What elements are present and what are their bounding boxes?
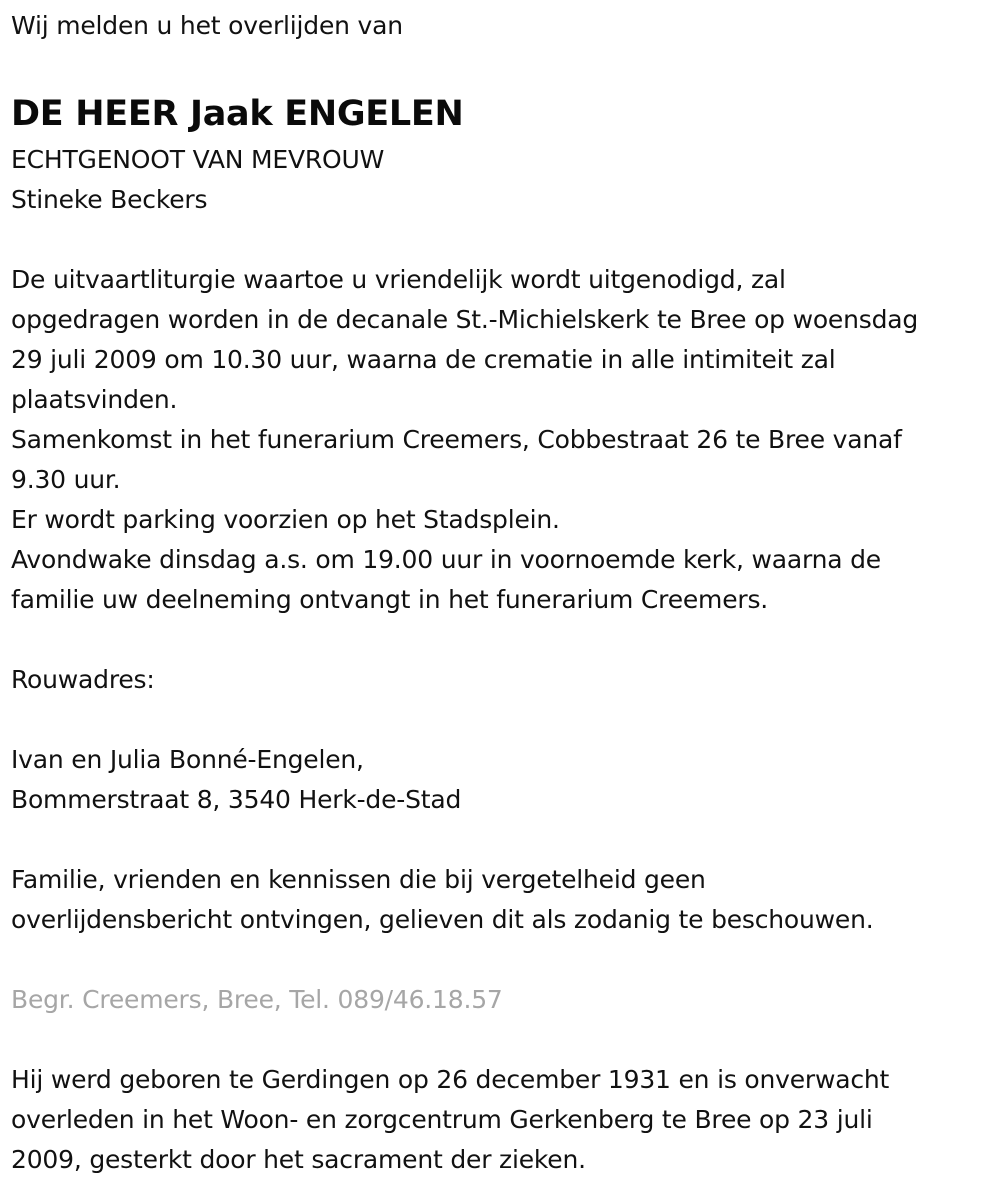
deceased-name: DE HEER Jaak ENGELEN [11, 94, 464, 134]
notice-line: overlijdensbericht ontvingen, gelieven dit als zodanig te beschouwen. [11, 905, 874, 934]
spacer [11, 1020, 1000, 1060]
undertaker-contact: Begr. Creemers, Bree, Tel. 089/46.18.57 [11, 985, 503, 1014]
mourning-address-label: Rouwadres: [11, 665, 155, 694]
funeral-line: Samenkomst in het funerarium Creemers, Cobbestraat 26 te Bree vanaf [11, 425, 902, 454]
spacer [11, 620, 1000, 660]
spacer [11, 940, 1000, 980]
biography-line: Hij werd geboren te Gerdingen op 26 december 1931 en is onverwacht [11, 1065, 890, 1094]
family-notice [11, 860, 1000, 940]
funeral-line: plaatsvinden. [11, 385, 178, 414]
notice-line: Familie, vrienden en kennissen die bij vergetelheid geen [11, 865, 706, 894]
spouse-name: Stineke Beckers [11, 185, 208, 214]
funeral-line: 9.30 uur. [11, 465, 121, 494]
funeral-line: Avondwake dinsdag a.s. om 19.00 uur in voornoemde kerk, waarna de [11, 545, 881, 574]
biography-line: 2009, gesterkt door het sacrament der zieken. [11, 1145, 586, 1174]
mourning-address [11, 740, 1000, 820]
address-line: Ivan en Julia Bonné-Engelen, [11, 745, 364, 774]
spacer [11, 46, 1000, 86]
spacer [11, 700, 1000, 740]
biography [11, 1060, 1000, 1180]
funeral-details [11, 260, 1000, 620]
funeral-line: familie uw deelneming ontvangt in het funerarium Creemers. [11, 585, 769, 614]
address-line: Bommerstraat 8, 3540 Herk-de-Stad [11, 785, 462, 814]
spacer [11, 820, 1000, 860]
intro-text: Wij melden u het overlijden van [11, 11, 403, 40]
funeral-line: De uitvaartliturgie waartoe u vriendelijk wordt uitgenodigd, zal [11, 265, 786, 294]
biography-line: overleden in het Woon- en zorgcentrum Gerkenberg te Bree op 23 juli [11, 1105, 873, 1134]
funeral-line: Er wordt parking voorzien op het Stadsplein. [11, 505, 560, 534]
spacer [11, 220, 1000, 260]
relation-text: ECHTGENOOT VAN MEVROUW [11, 145, 385, 174]
funeral-line: 29 juli 2009 om 10.30 uur, waarna de crematie in alle intimiteit zal [11, 345, 836, 374]
funeral-line: opgedragen worden in de decanale St.-Michielskerk te Bree op woensdag [11, 305, 919, 334]
